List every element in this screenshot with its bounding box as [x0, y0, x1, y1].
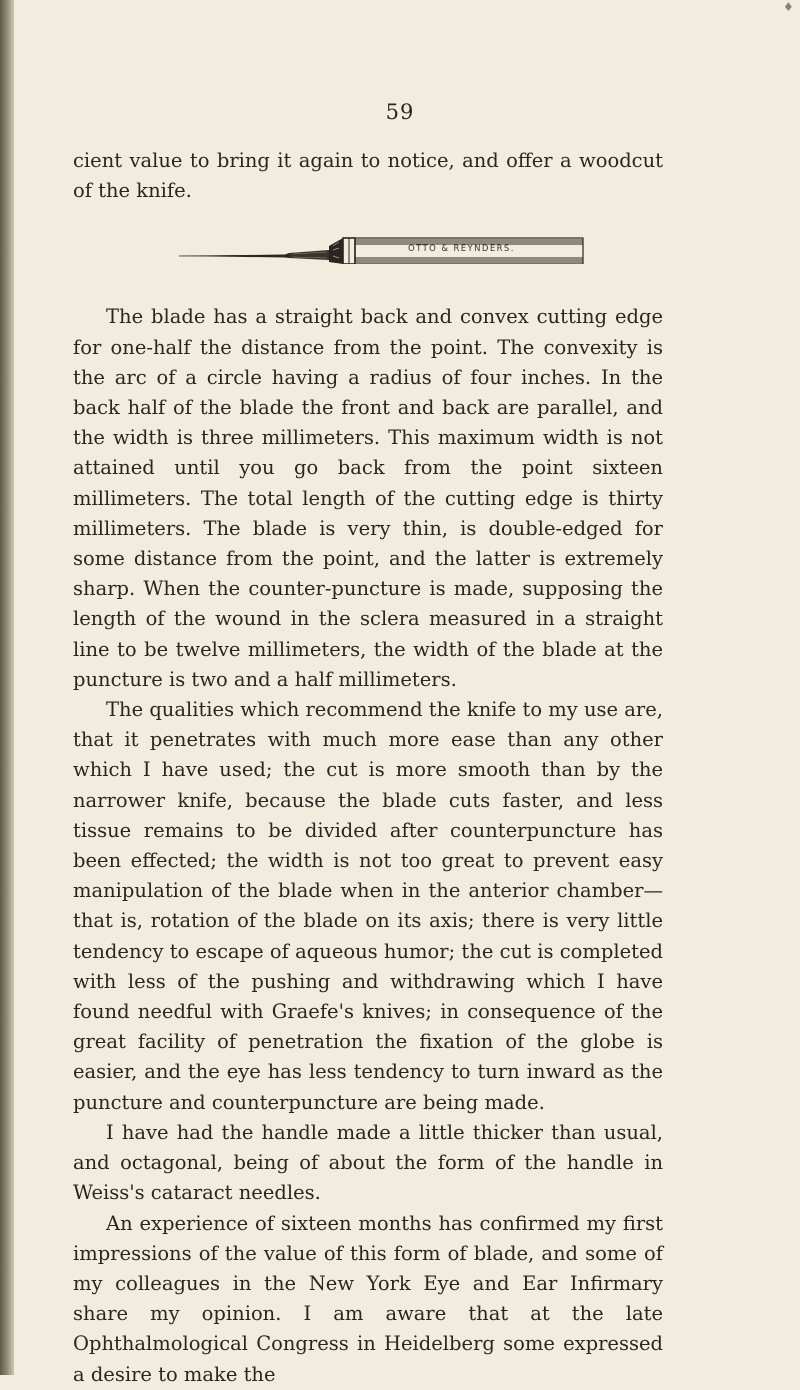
engraver-label: OTTO & REYNDERS. — [408, 244, 515, 254]
paragraph-continuation: cient value to bring it again to notice, and offer a woodcut of the knife. — [73, 149, 663, 203]
paragraph-qualities: The qualities which recommend the knife to my use are, that it penetrates with much more ease than any other which I have used; the cut is more smooth than by the narrower knife, because the blade cuts faster, and less tissue remains to be divided after counterpuncture has been effected; the width is not too great to prevent easy manipulation of the blade when in the anterior chamber—that is, rotation of the blade on its axis; there is very little tendency to escape of aqueous humor; the cut is completed with less of the pushing and withdrawing which I have found needful with Graefe's knives; in consequence of the great facility of penetration the fixation of the globe is easier, and the eye has less tendency to turn inward as the puncture and counterpuncture are being made. — [73, 698, 663, 1114]
paragraph-experience: An experience of sixteen months has confirmed my first impressions of the value of this form of blade, and some of my colleagues in the New York Eye and Ear Infirmary share my opinion. I am aware that at the late Ophthalmological Congress in Heidelberg some expressed a desire to make the — [73, 1211, 663, 1386]
page-number: 59 — [385, 100, 415, 124]
body-text — [73, 146, 663, 1390]
paragraph-blade-description: The blade has a straight back and convex cutting edge for one-half the distance from the point. The convexity is the arc of a circle having a radius of four inches. In the back half of the blade the front and back are parallel, and the width is three millimeters. This maximum width is not attained until you go back from the point sixteen millimeters. The total length of the cutting edge is thirty millimeters. The blade is very thin, is double-edged for some distance from the point, and the latter is extremely sharp. When the counter-puncture is made, supposing the length of the wound in the sclera measured in a straight line to be twelve millimeters, the width of the blade at the puncture is two and a half millimeters. — [73, 305, 663, 691]
knife-woodcut-figure — [177, 234, 585, 264]
corner-mark: ♦ — [783, 0, 794, 14]
page-binding-edge — [0, 0, 14, 1375]
paragraph-handle: I have had the handle made a little thicker than usual, and octagonal, being of about the form of the handle in Weiss's cataract needles. — [73, 1120, 663, 1205]
